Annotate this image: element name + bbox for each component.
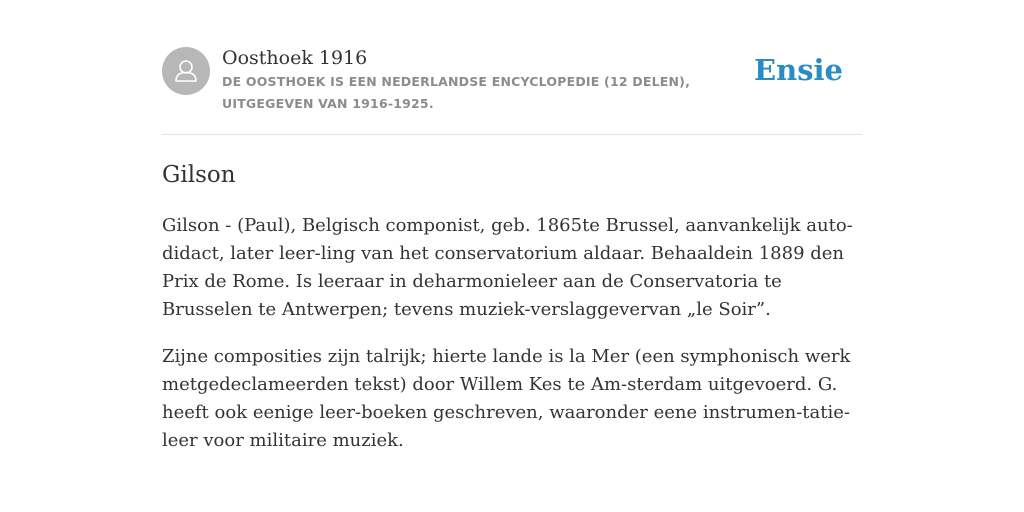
user-icon-graphic: [162, 47, 210, 95]
article-body: [162, 212, 862, 474]
brand-logo[interactable]: Ensie: [754, 53, 843, 87]
article-title: Gilson: [162, 162, 236, 188]
page-container: [162, 0, 862, 451]
source-description: DE OOSTHOEK IS EEN NEDERLANDSE ENCYCLOPEDIE (12 DELEN), UITGEGEVEN VAN 1916-1925.: [222, 74, 691, 111]
source-title[interactable]: Oosthoek 1916: [222, 47, 368, 69]
article-paragraph: Gilson - (Paul), Belgisch componist, geb. 1865te Brussel, aanvankelijk auto-didact, later leer-ling van het conservatorium aldaar. Behaaldein 1889 den Prix de Rome. Is leeraar in deharmonieleer aan de Conservatoria te Brusselen te Antwerpen; tevens muziek-verslaggevervan „le Soir”.: [162, 215, 853, 320]
source-header: [162, 0, 862, 135]
article-paragraph: Zijne composities zijn talrijk; hierte lande is la Mer (een symphonisch werk metgedeclameerden tekst) door Willem Kes te Am-sterdam uitgevoerd. G. heeft ook eenige leer-boeken geschreven, waaronder eene instrumen-tatie-leer voor militaire muziek.: [162, 346, 851, 451]
user-icon[interactable]: [162, 47, 210, 95]
